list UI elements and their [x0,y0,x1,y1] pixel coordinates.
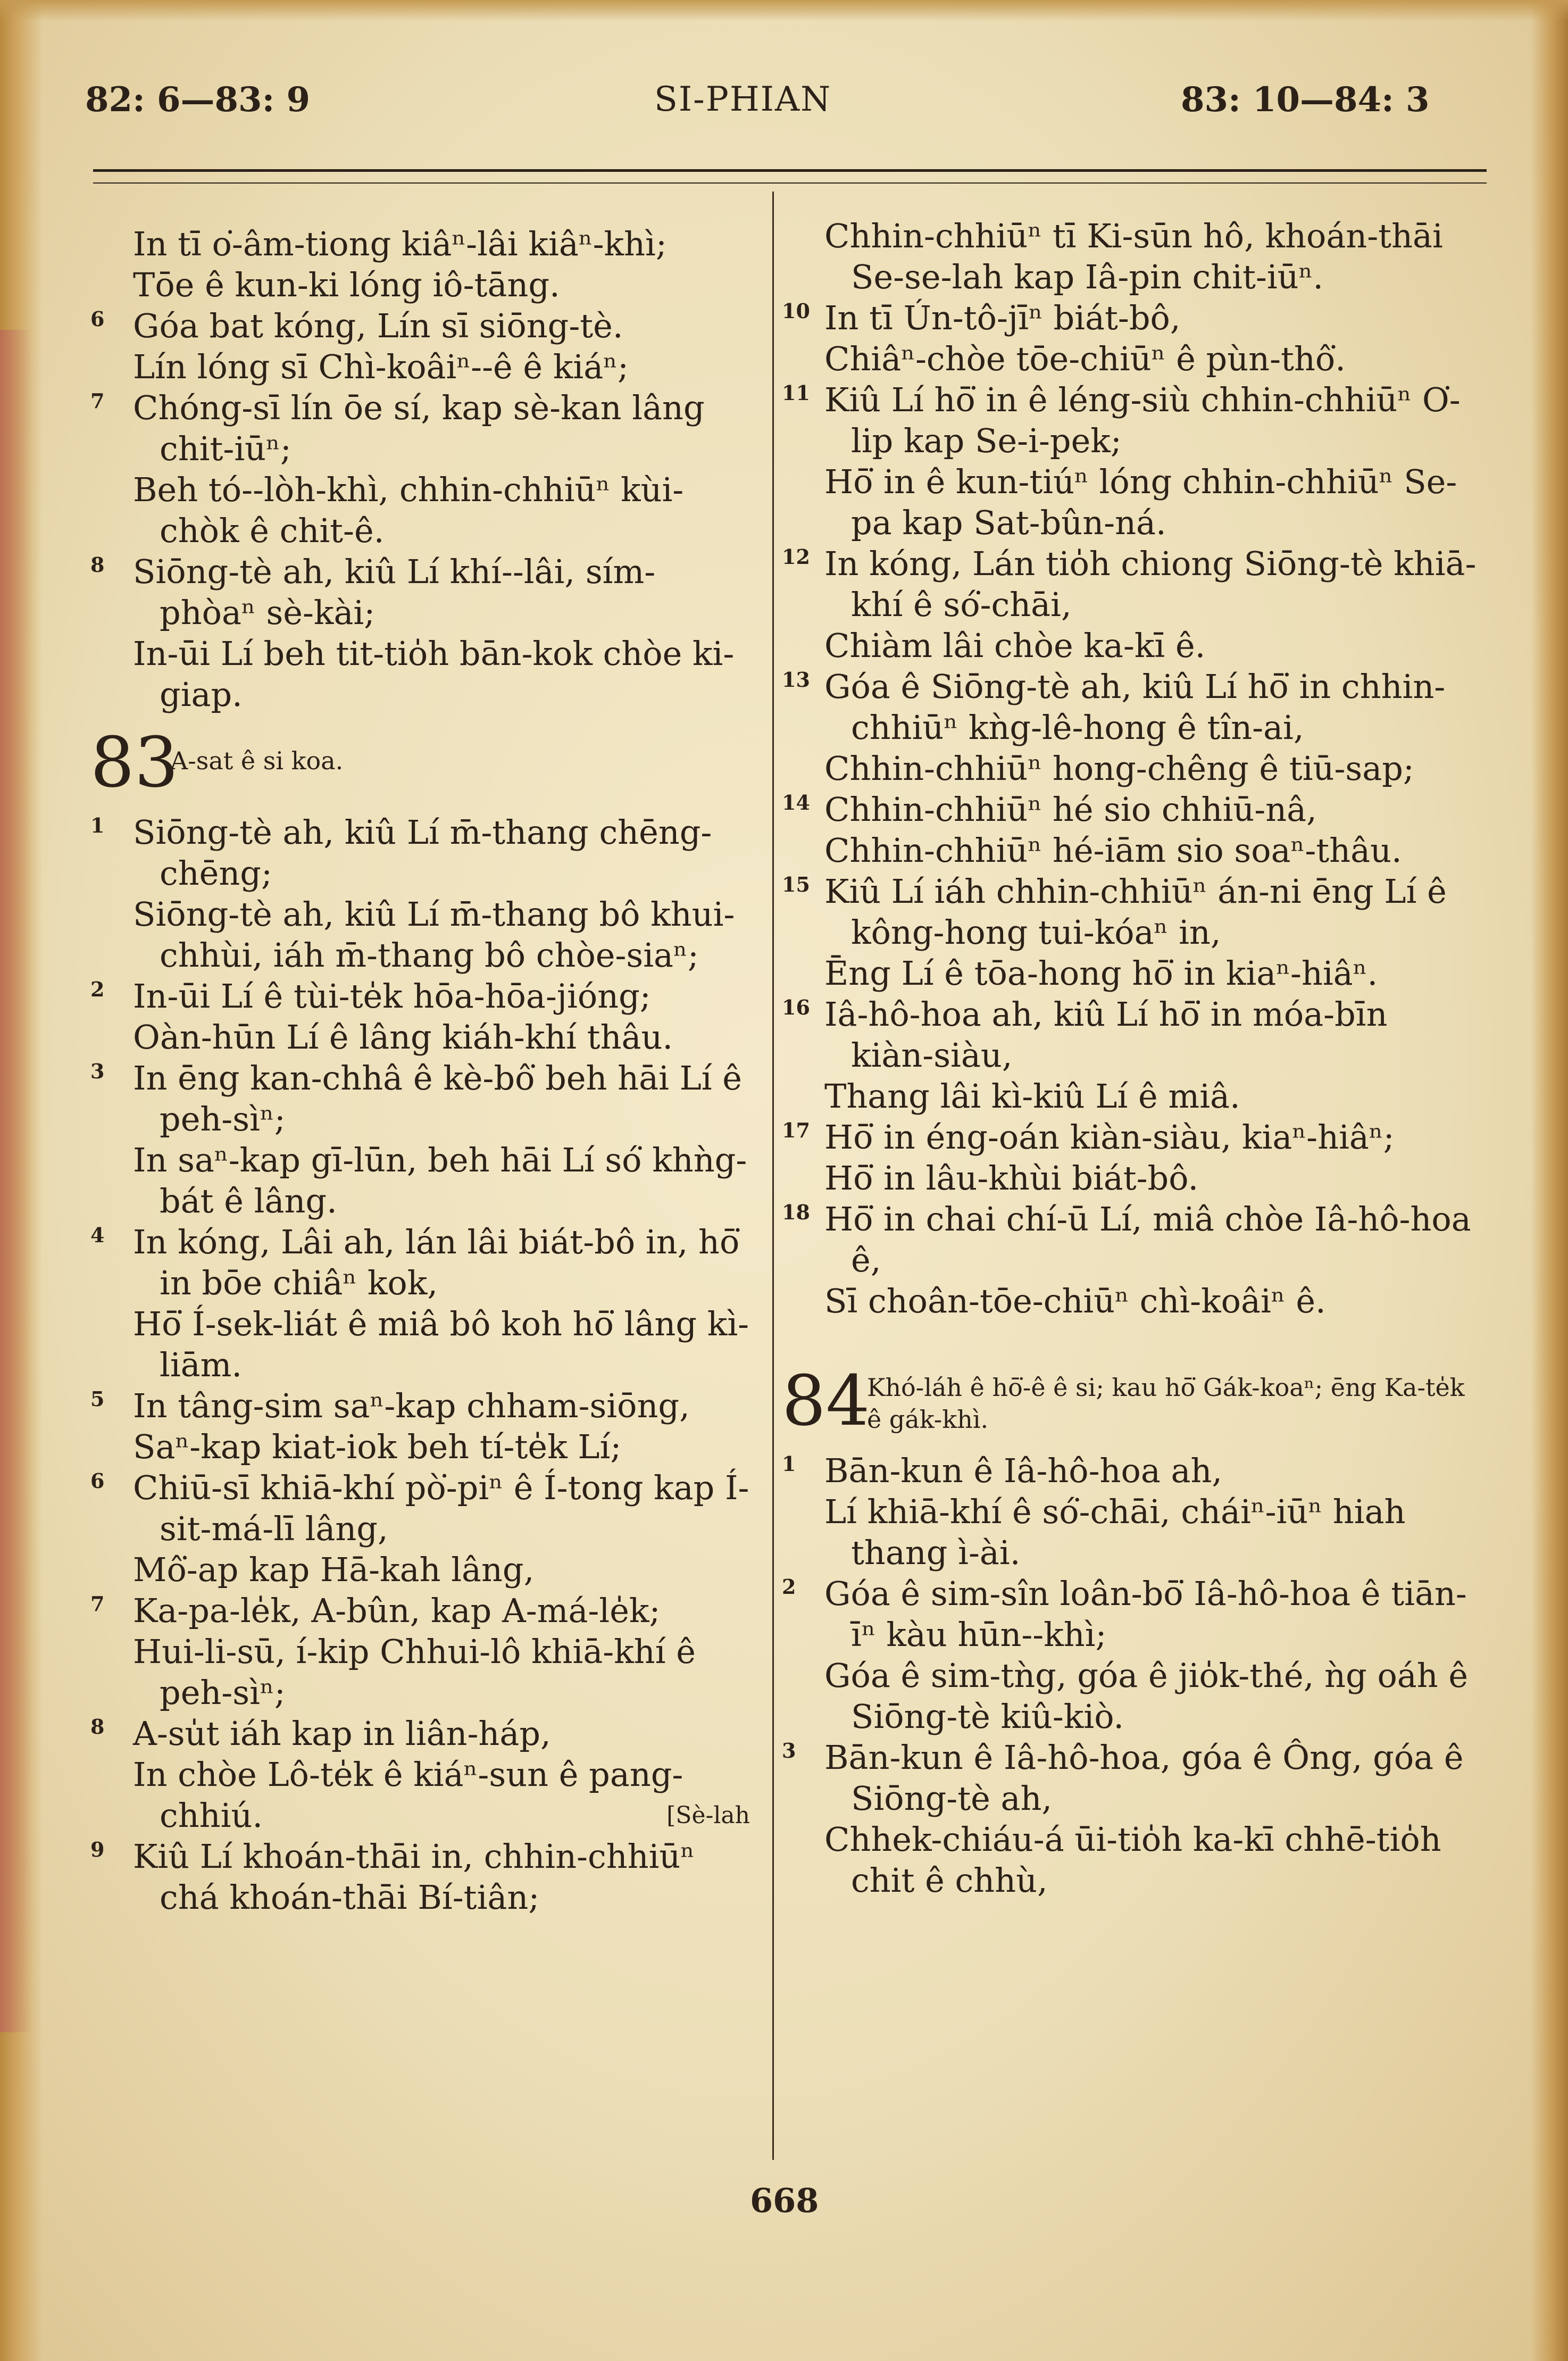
verse-line: Chóng-sī lín ōe sí, kap sè-kan lâng chit-iūⁿ; [133,388,705,468]
verse-block [782,1737,1479,1901]
psalm-83-heading [90,722,750,808]
verse-line: Hō͘ in éng-oán kiàn-siàu, kiaⁿ-hiâⁿ; [824,1118,1395,1157]
verse-number: 11 [782,381,810,405]
selah-note: [Sè-lah [666,1802,750,1829]
verse-number: 14 [782,791,810,814]
verse-block [90,1058,750,1221]
psalm-number: 84 [782,1360,870,1441]
verse-line: Chiū-sī khiā-khí pò͘-piⁿ ê Í-tong kap Í-sit-má-lī lâng, [133,1468,749,1548]
verse-block [782,1199,1479,1321]
verse-line: Lí khiā-khí ê só͘-chāi, cháiⁿ-iūⁿ hiah thang ì-ài. [824,1492,1406,1572]
verse-number: 6 [90,307,105,331]
verse-number: 8 [90,553,105,577]
verse-line: Góa ê sim-sîn loân-bō͘ Iâ-hô-hoa ê tiān-īⁿ kàu hūn--khì; [824,1574,1467,1654]
verse-line: In saⁿ-kap gī-lūn, beh hāi Lí só͘ khǹg-bát ê lâng. [133,1141,747,1220]
verse-line: Chhek-chiáu-á ūi-tio̍h ka-kī chhē-tio̍h chit ê chhù, [824,1820,1441,1900]
verse-line: Thang lâi kì-kiû Lí ê miâ. [824,1077,1240,1116]
right-column [782,215,1479,1901]
verse-line [133,1754,750,1836]
verse-number: 10 [782,299,810,323]
verse-number: 2 [782,1575,796,1599]
verse-line: In tī o͘-âm-tiong kiâⁿ-lâi kiâⁿ-khì; [133,225,667,263]
verse-line: Ēng Lí ê tōa-hong hō͘ in kiaⁿ-hiâⁿ. [824,954,1378,993]
header-rule-thick [93,169,1487,172]
verse-number: 6 [90,1469,105,1493]
psalm-subtitle: Khó-láh ê hō͘-ê ê si; kau hō͘ Gák-koaⁿ; ēng Ka-te̍k ê gák-khì. [867,1373,1465,1434]
verse-number: 1 [90,813,105,837]
verse-line: Siōng-tè ah, kiû Lí m̄-thang bô khui-chhùi, iáh m̄-thang bô chòe-siaⁿ; [133,895,735,975]
verse-line: A-su̍t iáh kap in liân-háp, [133,1714,551,1753]
verse-line: Góa ê Siōng-tè ah, kiû Lí hō͘ in chhin-chhiūⁿ kǹg-lê-hong ê tîn-ai, [824,667,1446,747]
verse-line: Góa ê sim-tǹg, góa ê jio̍k-thé, ǹg oáh ê Siōng-tè kiû-kiò. [824,1656,1469,1736]
verse-line: Hui-li-sū, í-kip Chhui-lô khiā-khí ê peh-sìⁿ; [133,1632,696,1712]
verse-line: Kiû Lí khoán-thāi in, chhin-chhiūⁿ chá khoán-thāi Bí-tiân; [133,1837,695,1917]
page-number: 668 [750,2181,819,2220]
verse-number: 4 [90,1223,105,1247]
verse-line: Chiâⁿ-chòe tōe-chiūⁿ ê pùn-thô͘. [824,339,1346,378]
verse-line: Siōng-tè ah, kiû Lí m̄-thang chēng-chēng; [133,813,712,893]
verse-number: 12 [782,545,810,569]
verse-block [782,543,1479,666]
psalm-number: 83 [90,722,179,803]
verse-block [90,551,750,715]
page-edge-right [1531,0,1568,2361]
verse-line: Ka-pa-le̍k, A-bûn, kap A-má-le̍k; [133,1591,661,1630]
verse-line: Chhin-chhiūⁿ hong-chêng ê tiū-sap; [824,749,1414,788]
verse-line: Chhin-chhiūⁿ hé-iām sio soaⁿ-thâu. [824,831,1402,870]
verse-line: Chhin-chhiūⁿ tī Ki-sūn hô, khoán-thāi Se-se-lah kap Iâ-pin chit-iūⁿ. [824,217,1443,296]
verse-text: In chòe Lô-te̍k ê kiáⁿ-sun ê pang-chhiú. [133,1755,683,1835]
header-title: SI-PHIAN [654,80,832,119]
verse-number: 2 [90,977,105,1001]
verse-line: In kóng, Lâi ah, lán lâi biát-bô in, hō͘ in bōe chiâⁿ kok, [133,1223,740,1302]
verse-block [782,297,1479,379]
verse-line: In-ūi Lí beh tit-tio̍h bān-kok chòe ki-giap. [133,634,735,714]
verse-line: Iâ-hô-hoa ah, kiû Lí hō͘ in móa-bīn kiàn-siàu, [824,995,1388,1075]
verse-block [90,1221,750,1385]
header-left-reference: 82: 6—83: 9 [85,80,310,120]
verse-number: 13 [782,668,810,692]
verse-block [90,1836,750,1918]
psalm-subtitle: A-sat ê si koa. [170,746,344,775]
verse-number: 7 [90,389,105,413]
verse-line: Hō͘ in chai chí-ū Lí, miâ chòe Iâ-hô-hoa ê, [824,1200,1471,1279]
verse-line: Kiû Lí iáh chhin-chhiūⁿ án-ni ēng Lí ê kông-hong tui-kóaⁿ in, [824,872,1447,952]
verse-block [90,1713,750,1836]
verse-block [90,305,750,387]
verse-line: Saⁿ-kap kiat-iok beh tí-te̍k Lí; [133,1427,622,1466]
verse-line: Chiàm lâi chòe ka-kī ê. [824,626,1206,665]
header-right-reference: 83: 10—84: 3 [1181,80,1430,120]
verse-line: In tī Ún-tô-jīⁿ biát-bô, [824,298,1181,337]
verse-block [782,215,1479,297]
verse-block [90,1467,750,1590]
verse-line: Góa bat kóng, Lín sī siōng-tè. [133,306,623,345]
verse-line: Mô͘-ap kap Hā-kah lâng, [133,1550,535,1589]
section-spacer [782,1321,1479,1353]
verse-line: In tâng-sim saⁿ-kap chham-siōng, [133,1386,690,1425]
verse-block [782,1450,1479,1573]
verse-line: Kiû Lí hō͘ in ê léng-siù chhin-chhiūⁿ O͘-lip kap Se-i-pek; [824,380,1461,460]
verse-number: 8 [90,1715,105,1739]
verse-number: 3 [90,1059,105,1083]
verse-block [90,1385,750,1467]
verse-line: In-ūi Lí ê tùi-te̍k hōa-hōa-jióng; [133,977,651,1016]
verse-number: 16 [782,995,810,1019]
verse-line: Oàn-hūn Lí ê lâng kiáh-khí thâu. [133,1018,673,1057]
verse-line: Tōe ê kun-ki lóng iô-tāng. [133,265,560,304]
verse-number: 15 [782,872,810,896]
verse-line: Siōng-tè ah, kiû Lí khí--lâi, sím-phòaⁿ sè-kài; [133,552,656,632]
verse-block [782,1117,1479,1199]
verse-block [782,789,1479,871]
verse-number: 5 [90,1387,105,1411]
verse-number: 3 [782,1739,796,1763]
page-edge-top [0,0,1568,21]
verse-block [90,812,750,976]
verse-number: 17 [782,1118,810,1142]
left-column [90,223,750,1918]
verse-line: Hō͘ Í-sek-liát ê miâ bô koh hō͘ lâng kì-liām. [133,1304,749,1384]
verse-number: 18 [782,1200,810,1224]
verse-block [782,379,1479,543]
verse-number: 7 [90,1592,105,1616]
header-rule-thin [93,182,1487,184]
verse-number: 1 [782,1452,796,1476]
verse-line: Chhin-chhiūⁿ hé sio chhiū-nâ, [824,790,1317,829]
verse-block [782,1573,1479,1737]
verse-block [90,1590,750,1713]
verse-block [90,223,750,305]
verse-line: Bān-kun ê Iâ-hô-hoa, góa ê Ông, góa ê Siōng-tè ah, [824,1738,1464,1818]
verse-block [90,976,750,1058]
verse-line: Sī choân-tōe-chiūⁿ chì-koâiⁿ ê. [824,1282,1326,1320]
verse-line: Beh tó--lòh-khì, chhin-chhiūⁿ kùi-chòk ê chit-ê. [133,470,684,550]
verse-block [90,387,750,551]
binding-stain [0,330,32,2032]
verse-block [782,666,1479,789]
verse-line: Hō͘ in lâu-khùi biát-bô. [824,1159,1199,1198]
verse-block [782,871,1479,994]
verse-line: Lín lóng sī Chì-koâiⁿ--ê ê kiáⁿ; [133,347,629,386]
verse-line: Bān-kun ê Iâ-hô-hoa ah, [824,1451,1223,1490]
verse-line: In kóng, Lán tio̍h chiong Siōng-tè khiā-khí ê só͘-chāi, [824,544,1477,624]
verse-block [782,994,1479,1117]
verse-line: Hō͘ in ê kun-tiúⁿ lóng chhin-chhiūⁿ Se-pa kap Sat-bûn-ná. [824,462,1457,542]
verse-line: In ēng kan-chhâ ê kè-bô͘ beh hāi Lí ê peh-sìⁿ; [133,1059,743,1138]
column-divider [772,192,774,2160]
verse-number: 9 [90,1838,105,1861]
psalm-84-heading [782,1360,1479,1446]
